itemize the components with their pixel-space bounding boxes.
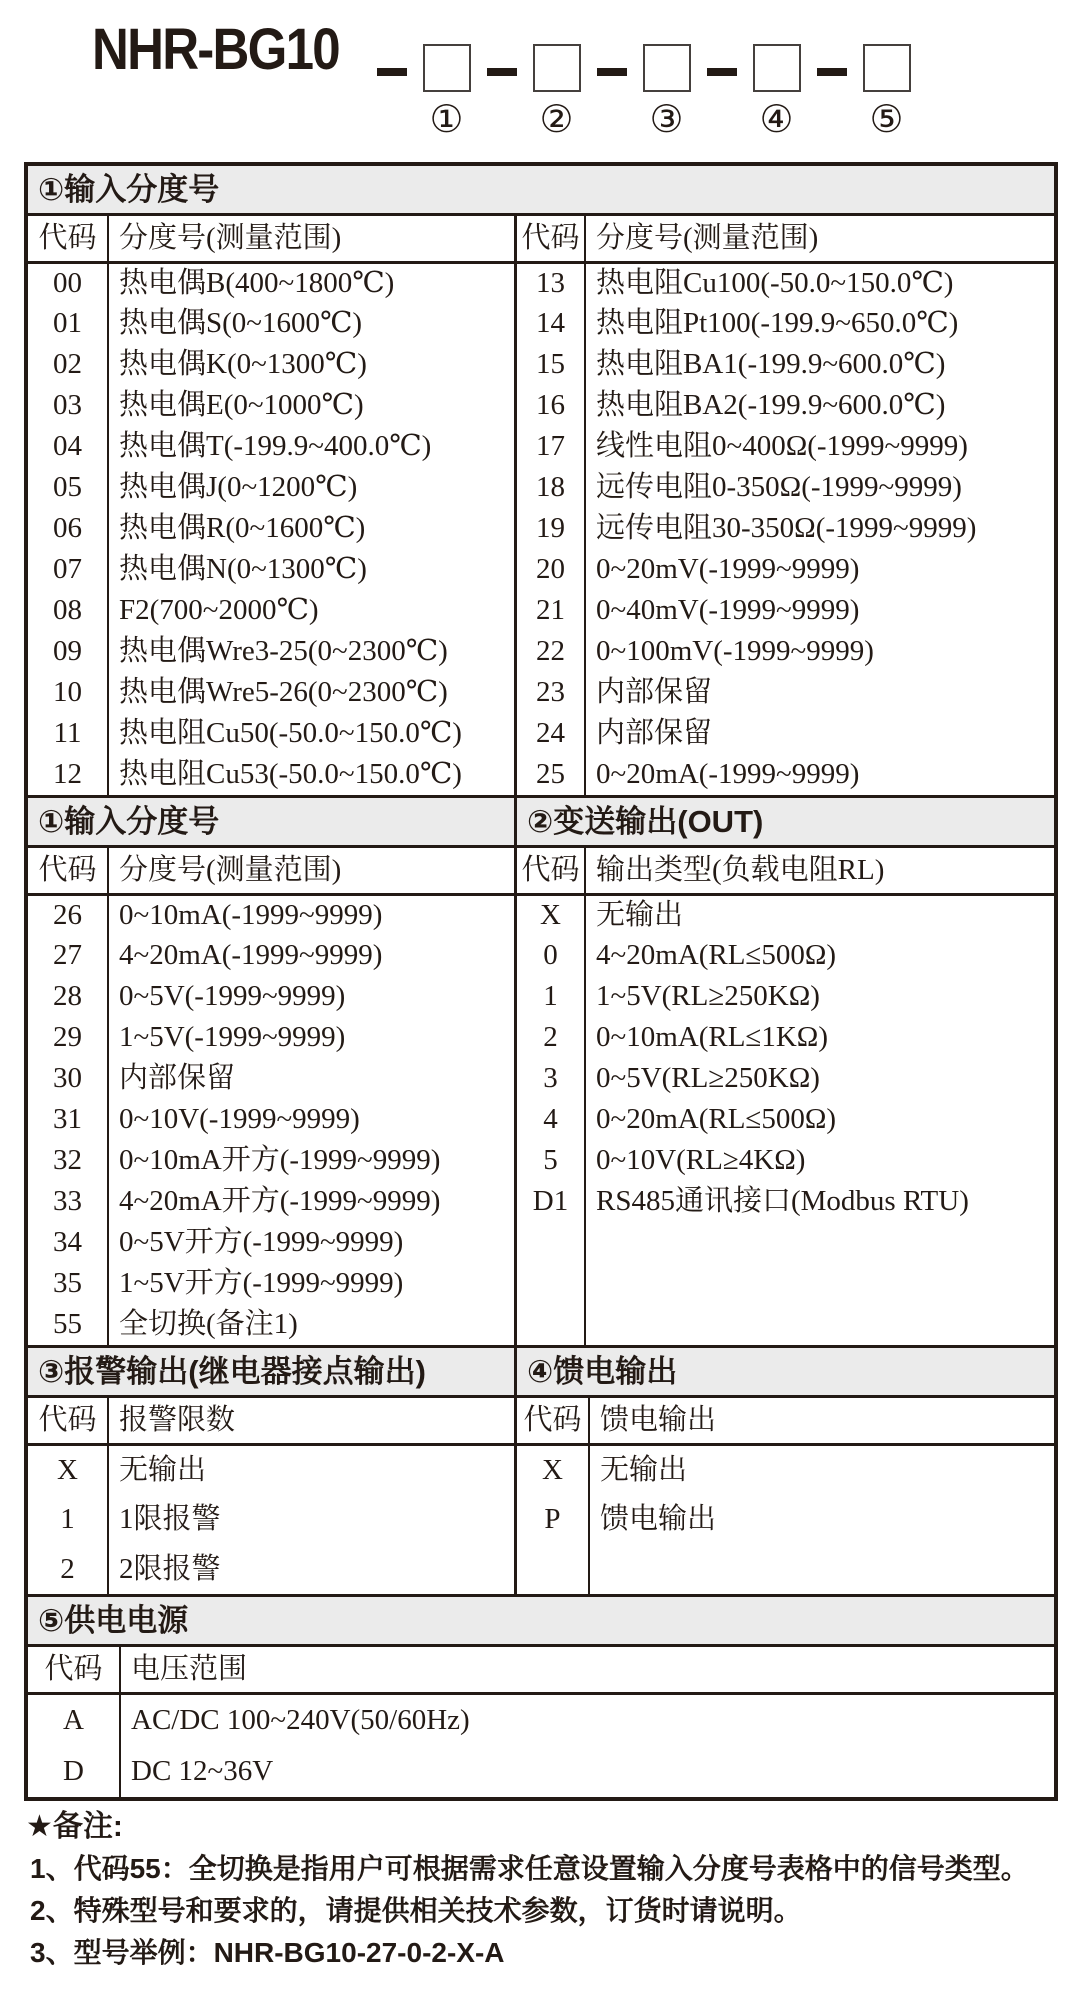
section-title-input-division: ①输入分度号 [38, 172, 220, 207]
table-row [28, 1544, 514, 1594]
model-slot-box-3 [643, 44, 691, 92]
column-header-code: 代码 [28, 1398, 108, 1444]
desc-cell: 0~20mA(RL≤500Ω) [596, 1103, 837, 1136]
code-cell: 21 [517, 590, 585, 631]
desc-cell: 1~5V(RL≥250KΩ) [596, 980, 820, 1013]
table-row [28, 894, 514, 935]
code-cell: 0 [517, 935, 585, 976]
table-row [28, 1099, 514, 1140]
dash-separator [817, 68, 847, 76]
table-row [28, 262, 514, 303]
table-row [517, 1017, 1054, 1058]
desc-cell: 热电偶J(0~1200℃) [119, 471, 358, 504]
code-cell: 55 [28, 1304, 108, 1345]
model-prefix: NHR-BG10 [92, 17, 339, 82]
header-row [28, 1398, 514, 1444]
section-title-band [28, 166, 1054, 216]
section-body [28, 216, 1054, 795]
desc-cell: 热电阻BA2(-199.9~600.0℃) [596, 389, 946, 422]
section-title-power-supply: ⑤供电电源 [38, 1603, 189, 1638]
dash-separator [377, 68, 407, 76]
empty-filler-row [517, 1222, 1054, 1345]
note-item-3: 3、型号举例：NHR-BG10-27-0-2-X-A [30, 1937, 505, 1968]
table-row [28, 1745, 1054, 1797]
code-cell: X [517, 1444, 589, 1494]
model-slot-box-4 [753, 44, 801, 92]
desc-cell: DC 12~36V [131, 1754, 274, 1787]
table-row [517, 385, 1054, 426]
section-title-band [28, 795, 1054, 848]
note-item-1: 1、代码55：全切换是指用户可根据需求任意设置输入分度号表格中的信号类型。 [30, 1853, 1029, 1884]
table-row [517, 1140, 1054, 1181]
table-row [28, 1140, 514, 1181]
model-slot-box-1 [423, 44, 471, 92]
code-cell: X [28, 1444, 108, 1494]
panel-codes-00-12 [28, 216, 514, 795]
table-row [517, 508, 1054, 549]
table-row [517, 631, 1054, 672]
desc-cell: 全切换(备注1) [119, 1308, 298, 1341]
desc-cell: 0~40mV(-1999~9999) [596, 594, 860, 627]
dash-separator [597, 68, 627, 76]
desc-cell: 热电偶R(0~1600℃) [119, 512, 366, 545]
codes-table-00-12 [28, 216, 514, 795]
table-row [28, 713, 514, 754]
notes-title: ★备注: [26, 1810, 123, 1843]
desc-cell: 0~20mA(-1999~9999) [596, 758, 860, 791]
desc-cell: 内部保留 [596, 717, 713, 750]
model-code-diagram [92, 14, 1058, 144]
desc-cell: F2(700~2000℃) [119, 594, 319, 627]
desc-cell: 0~10mA开方(-1999~9999) [119, 1144, 441, 1177]
desc-cell: 热电偶T(-199.9~400.0℃) [119, 430, 432, 463]
circled-number-3: ③ [649, 97, 684, 141]
desc-cell: 0~10mA(-1999~9999) [119, 899, 383, 932]
desc-cell: 远传电阻0-350Ω(-1999~9999) [596, 471, 962, 504]
table-row [517, 935, 1054, 976]
model-slot-1 [423, 14, 471, 141]
table-row [517, 262, 1054, 303]
table-row [28, 467, 514, 508]
table-row [28, 549, 514, 590]
desc-cell: 4~20mA开方(-1999~9999) [119, 1185, 441, 1218]
table-row [28, 1304, 514, 1345]
code-cell: 04 [28, 426, 108, 467]
table-row [28, 1263, 514, 1304]
code-cell: 5 [517, 1140, 585, 1181]
section-title-band [28, 1345, 1054, 1398]
desc-cell: 线性电阻0~400Ω(-1999~9999) [596, 430, 968, 463]
section-title-band [28, 1594, 1054, 1647]
empty-cell [517, 1222, 585, 1345]
code-cell: D [28, 1745, 120, 1797]
section-body [28, 1398, 1054, 1594]
desc-cell: 热电阻Cu100(-50.0~150.0℃) [596, 267, 954, 300]
column-header-desc: 馈电输出 [589, 1398, 1054, 1444]
column-header-code: 代码 [517, 1398, 589, 1444]
desc-cell: 热电阻Pt100(-199.9~650.0℃) [596, 307, 959, 340]
code-cell: 2 [517, 1017, 585, 1058]
feed-output-table [517, 1398, 1054, 1594]
code-cell: 20 [517, 549, 585, 590]
section-title-transmit-output: ②变送输出(OUT) [514, 798, 1054, 845]
column-header-desc: 输出类型(负载电阻RL) [585, 848, 1054, 894]
desc-cell: 1~5V开方(-1999~9999) [119, 1267, 404, 1300]
circled-number-1: ① [429, 97, 464, 141]
model-slot-3 [643, 14, 691, 141]
code-cell: 09 [28, 631, 108, 672]
desc-cell: 热电偶S(0~1600℃) [119, 307, 363, 340]
circled-number-4: ④ [759, 97, 794, 141]
panel-feed-output [514, 1398, 1054, 1594]
desc-cell: 0~5V(RL≥250KΩ) [596, 1062, 820, 1095]
table-row [517, 1058, 1054, 1099]
section-title-feed-output: ④馈电输出 [514, 1348, 1054, 1395]
table-row [517, 1494, 1054, 1544]
notes-block [26, 1811, 1058, 1969]
column-header-code: 代码 [517, 216, 585, 262]
code-cell: 00 [28, 262, 108, 303]
panel-output-types [514, 848, 1054, 1345]
table-row [517, 894, 1054, 935]
table-row [28, 754, 514, 795]
desc-cell: 热电偶E(0~1000℃) [119, 389, 364, 422]
model-slot-box-2 [533, 44, 581, 92]
table-row [28, 976, 514, 1017]
code-cell: 06 [28, 508, 108, 549]
code-cell: 19 [517, 508, 585, 549]
desc-cell: RS485通讯接口(Modbus RTU) [596, 1185, 969, 1218]
desc-cell: 馈电输出 [600, 1502, 717, 1535]
code-cell: 14 [517, 303, 585, 344]
table-row [28, 1017, 514, 1058]
code-cell: 01 [28, 303, 108, 344]
header-row [28, 216, 514, 262]
section-title-alarm-output: ③报警输出(继电器接点输出) [38, 1354, 426, 1389]
table-row [517, 1099, 1054, 1140]
code-cell: 10 [28, 672, 108, 713]
column-header-code: 代码 [517, 848, 585, 894]
table-row [517, 672, 1054, 713]
desc-cell: 0~10mA(RL≤1KΩ) [596, 1021, 828, 1054]
desc-cell: 2限报警 [119, 1552, 221, 1585]
table-row [517, 713, 1054, 754]
code-cell: 28 [28, 976, 108, 1017]
empty-filler-row [517, 1544, 1054, 1594]
code-cell: 15 [517, 344, 585, 385]
table-row [28, 631, 514, 672]
section-power-supply [28, 1594, 1054, 1797]
column-header-desc: 报警限数 [108, 1398, 514, 1444]
table-row [517, 426, 1054, 467]
desc-cell: 0~10V(RL≥4KΩ) [596, 1144, 806, 1177]
desc-cell: 内部保留 [119, 1062, 236, 1095]
desc-cell: 热电偶N(0~1300℃) [119, 553, 367, 586]
desc-cell: 1~5V(-1999~9999) [119, 1021, 346, 1054]
circled-number-5: ⑤ [869, 97, 904, 141]
panel-codes-26-55 [28, 848, 514, 1345]
code-cell: 02 [28, 344, 108, 385]
code-cell: 32 [28, 1140, 108, 1181]
desc-cell: 无输出 [600, 1453, 688, 1486]
desc-cell: 4~20mA(RL≤500Ω) [596, 939, 837, 972]
circled-number-2: ② [539, 97, 574, 141]
table-row [28, 1222, 514, 1263]
model-slot-4 [753, 14, 801, 141]
code-cell: 22 [517, 631, 585, 672]
desc-cell: 4~20mA(-1999~9999) [119, 939, 383, 972]
panel-codes-13-25 [514, 216, 1054, 795]
table-row [28, 508, 514, 549]
code-cell: 30 [28, 1058, 108, 1099]
column-header-code: 代码 [28, 848, 108, 894]
code-cell: 27 [28, 935, 108, 976]
code-cell: 13 [517, 262, 585, 303]
table-row [28, 590, 514, 631]
dash-separator [707, 68, 737, 76]
model-slot-5 [863, 14, 911, 141]
desc-cell: 热电偶K(0~1300℃) [119, 348, 367, 381]
voltage-range-table [28, 1647, 1054, 1797]
table-row [517, 1444, 1054, 1494]
desc-cell: 0~5V开方(-1999~9999) [119, 1226, 404, 1259]
column-header-desc: 分度号(测量范围) [585, 216, 1054, 262]
code-cell: A [28, 1693, 120, 1745]
code-cell: 07 [28, 549, 108, 590]
selection-table [24, 162, 1058, 1801]
table-row [517, 549, 1054, 590]
table-row [28, 1181, 514, 1222]
header-row [517, 1398, 1054, 1444]
code-cell: 1 [28, 1494, 108, 1544]
code-cell: 25 [517, 754, 585, 795]
empty-cell [517, 1544, 589, 1594]
desc-cell: 0~5V(-1999~9999) [119, 980, 346, 1013]
table-row [28, 1058, 514, 1099]
column-header-desc: 电压范围 [120, 1647, 1054, 1693]
note-item-2: 2、特殊型号和要求的，请提供相关技术参数，订货时请说明。 [30, 1895, 802, 1926]
table-row [28, 344, 514, 385]
column-header-desc: 分度号(测量范围) [108, 216, 514, 262]
code-cell: 26 [28, 894, 108, 935]
table-row [517, 303, 1054, 344]
dash-separator [487, 68, 517, 76]
model-slot-box-5 [863, 44, 911, 92]
desc-cell: 热电阻Cu53(-50.0~150.0℃) [119, 758, 462, 791]
alarm-limits-table [28, 1398, 514, 1594]
code-cell: 33 [28, 1181, 108, 1222]
section-title-input-division-2: ①输入分度号 [38, 804, 220, 839]
section-alarm-and-feed-output [28, 1345, 1054, 1594]
empty-cell [585, 1222, 1054, 1345]
table-row [517, 754, 1054, 795]
desc-cell: 无输出 [596, 899, 684, 932]
code-cell: 2 [28, 1544, 108, 1594]
code-cell: 03 [28, 385, 108, 426]
code-cell: 29 [28, 1017, 108, 1058]
table-row [28, 935, 514, 976]
table-row [517, 590, 1054, 631]
code-cell: 34 [28, 1222, 108, 1263]
code-cell: 18 [517, 467, 585, 508]
code-cell: 24 [517, 713, 585, 754]
table-row [28, 1444, 514, 1494]
section-body [28, 1647, 1054, 1797]
code-cell: 17 [517, 426, 585, 467]
code-cell: P [517, 1494, 589, 1544]
code-cell: 31 [28, 1099, 108, 1140]
table-row [517, 344, 1054, 385]
desc-cell: 热电偶Wre3-25(0~2300℃) [119, 635, 448, 668]
panel-alarm-limits [28, 1398, 514, 1594]
code-cell: X [517, 894, 585, 935]
column-header-code: 代码 [28, 216, 108, 262]
code-cell: 23 [517, 672, 585, 713]
table-row [28, 672, 514, 713]
model-slot-2 [533, 14, 581, 141]
codes-table-26-55 [28, 848, 514, 1345]
column-header-desc: 分度号(测量范围) [108, 848, 514, 894]
table-row [28, 1693, 1054, 1745]
code-cell: 16 [517, 385, 585, 426]
output-types-table [517, 848, 1054, 1345]
desc-cell: 热电阻BA1(-199.9~600.0℃) [596, 348, 946, 381]
desc-cell: 内部保留 [596, 676, 713, 709]
code-cell: 11 [28, 713, 108, 754]
desc-cell: AC/DC 100~240V(50/60Hz) [131, 1703, 470, 1736]
table-row [28, 1494, 514, 1544]
empty-cell [589, 1544, 1054, 1594]
desc-cell: 热电阻Cu50(-50.0~150.0℃) [119, 717, 462, 750]
header-row [517, 216, 1054, 262]
table-row [28, 303, 514, 344]
header-row [28, 848, 514, 894]
desc-cell: 0~100mV(-1999~9999) [596, 635, 874, 668]
table-row [28, 426, 514, 467]
table-row [517, 467, 1054, 508]
desc-cell: 0~20mV(-1999~9999) [596, 553, 860, 586]
code-cell: 12 [28, 754, 108, 795]
table-row [28, 385, 514, 426]
desc-cell: 热电偶B(400~1800℃) [119, 267, 395, 300]
desc-cell: 1限报警 [119, 1502, 221, 1535]
desc-cell: 热电偶Wre5-26(0~2300℃) [119, 676, 448, 709]
code-cell: 1 [517, 976, 585, 1017]
column-header-code: 代码 [28, 1647, 120, 1693]
code-cell: 3 [517, 1058, 585, 1099]
panel-voltage-range [28, 1647, 1054, 1797]
table-row [517, 1181, 1054, 1222]
desc-cell: 远传电阻30-350Ω(-1999~9999) [596, 512, 977, 545]
code-cell: 05 [28, 467, 108, 508]
code-cell: 4 [517, 1099, 585, 1140]
header-row [517, 848, 1054, 894]
header-row [28, 1647, 1054, 1693]
codes-table-13-25 [517, 216, 1054, 795]
code-cell: 35 [28, 1263, 108, 1304]
section-body [28, 848, 1054, 1345]
table-row [517, 976, 1054, 1017]
section-input-division-2-and-transmit-output [28, 795, 1054, 1345]
code-cell: D1 [517, 1181, 585, 1222]
code-cell: 08 [28, 590, 108, 631]
desc-cell: 0~10V(-1999~9999) [119, 1103, 360, 1136]
desc-cell: 无输出 [119, 1453, 207, 1486]
section-input-division-1 [28, 166, 1054, 795]
